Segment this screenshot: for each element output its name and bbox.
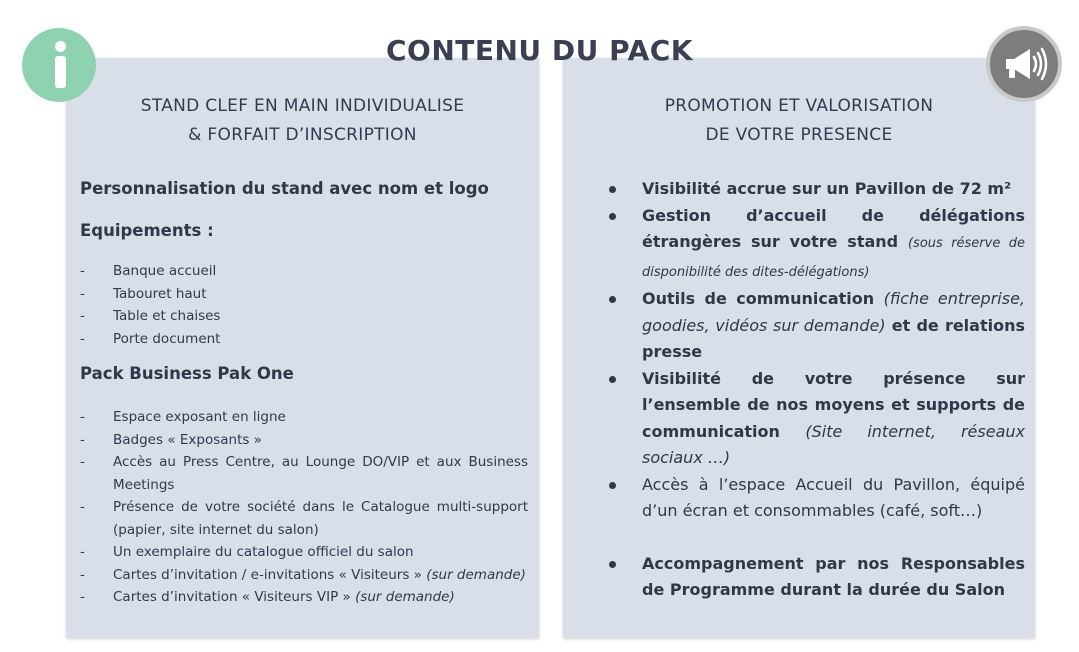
right-panel xyxy=(563,58,1035,638)
dash-marker: - xyxy=(80,409,85,425)
pack-items-list xyxy=(80,406,528,609)
right-heading-line1: PROMOTION ET VALORISATION xyxy=(664,96,934,116)
dash-marker: - xyxy=(80,454,85,470)
right-panel-heading xyxy=(563,92,1035,150)
info-icon-dot xyxy=(55,41,66,52)
pack-item-text: Accès au Press Centre, au Lounge DO/VIP et aux Business Meetings xyxy=(113,454,528,493)
list-item xyxy=(609,551,1025,604)
dash-marker: - xyxy=(80,263,85,279)
bullet-marker xyxy=(609,561,616,568)
list-item xyxy=(80,260,528,283)
pack-item-text: Cartes d’invitation « Visiteurs VIP » xyxy=(113,589,356,605)
list-item xyxy=(80,451,528,496)
bullet-marker xyxy=(609,296,616,303)
promotion-list xyxy=(609,176,1025,604)
pack-item-note: (sur demande) xyxy=(355,589,455,605)
equipement-text: Banque accueil xyxy=(113,263,217,279)
equipement-text: Tabouret haut xyxy=(113,285,207,302)
promotion-item-note: (sous réserve de disponibilité des dites-délégations) xyxy=(642,236,1025,280)
dash-marker: - xyxy=(80,330,85,347)
section-personnalisation: Personnalisation du stand avec nom et logo xyxy=(80,179,489,198)
list-item xyxy=(80,564,528,587)
list-item xyxy=(80,283,528,306)
list-item xyxy=(609,203,1025,287)
left-panel xyxy=(66,58,539,638)
promotion-item-text: Visibilité de votre présence sur l’ensemble de nos moyens et supports de communication xyxy=(642,368,1025,441)
bullet-marker xyxy=(609,376,616,383)
promotion-item-note: (fiche entreprise, goodies, vidéos sur demande) xyxy=(642,289,1025,335)
equipements-list xyxy=(80,260,528,350)
section-pack-business: Pack Business Pak One xyxy=(80,364,294,383)
promotion-item-text: Accompagnement par nos Responsables de Programme durant la durée du Salon xyxy=(642,553,1025,599)
pack-item-text: Présence de votre société dans le Catalogue multi-support (papier, site internet du salon) xyxy=(113,499,528,538)
megaphone-icon-glyph xyxy=(1000,42,1048,86)
list-item xyxy=(609,366,1025,472)
dash-marker: - xyxy=(80,308,85,324)
pack-item-text: Cartes d’invitation / e-invitations « Visiteurs » xyxy=(113,566,427,583)
dash-marker: - xyxy=(80,499,85,515)
list-item xyxy=(80,406,528,429)
list-item xyxy=(80,328,528,351)
dash-marker: - xyxy=(80,566,85,583)
bullet-marker xyxy=(609,482,616,489)
equipement-text: Porte document xyxy=(113,330,221,347)
info-icon xyxy=(22,28,96,102)
list-item xyxy=(80,541,528,564)
megaphone-icon xyxy=(986,26,1062,102)
dash-marker: - xyxy=(80,589,85,605)
promotion-item-note: (Site internet, réseaux sociaux …) xyxy=(642,421,1025,467)
pack-item-text: Espace exposant en ligne xyxy=(113,409,286,425)
dash-marker: - xyxy=(80,431,85,448)
promotion-item-text: Outils de communication xyxy=(642,289,884,308)
left-heading-line1: STAND CLEF EN MAIN INDIVIDUALISE xyxy=(140,96,465,116)
list-item xyxy=(609,472,1025,525)
list-item xyxy=(80,496,528,541)
dash-marker: - xyxy=(80,285,85,302)
left-heading-line2: & FORFAIT D’INSCRIPTION xyxy=(188,125,417,145)
list-item xyxy=(80,586,528,609)
list-item xyxy=(80,429,528,452)
page-title: CONTENU DU PACK xyxy=(385,34,694,67)
promotion-item-text: Visibilité accrue sur un Pavillon de 72 m² xyxy=(642,179,1012,198)
list-item xyxy=(80,305,528,328)
bullet-marker xyxy=(609,186,616,193)
list-item xyxy=(609,286,1025,366)
promotion-item-text: Gestion d’accueil de délégations étrangères sur votre stand xyxy=(642,205,1025,251)
right-heading-line2: DE VOTRE PRESENCE xyxy=(705,125,893,145)
equipement-text: Table et chaises xyxy=(113,308,221,324)
pack-item-text: Badges « Exposants » xyxy=(113,431,262,448)
dash-marker: - xyxy=(80,544,85,560)
promotion-item-text: Accès à l’espace Accueil du Pavillon, équipé d’un écran et consommables (café, soft…) xyxy=(642,474,1025,520)
list-item xyxy=(609,176,1025,203)
pack-item-text: Un exemplaire du catalogue officiel du salon xyxy=(113,544,414,560)
promotion-item-text-after: et de relations presse xyxy=(642,315,1026,361)
section-equipements: Equipements : xyxy=(80,221,214,240)
info-icon-bar xyxy=(55,56,66,88)
bullet-marker xyxy=(609,213,616,220)
left-panel-heading xyxy=(66,92,539,150)
pack-item-note: (sur demande) xyxy=(426,566,526,583)
